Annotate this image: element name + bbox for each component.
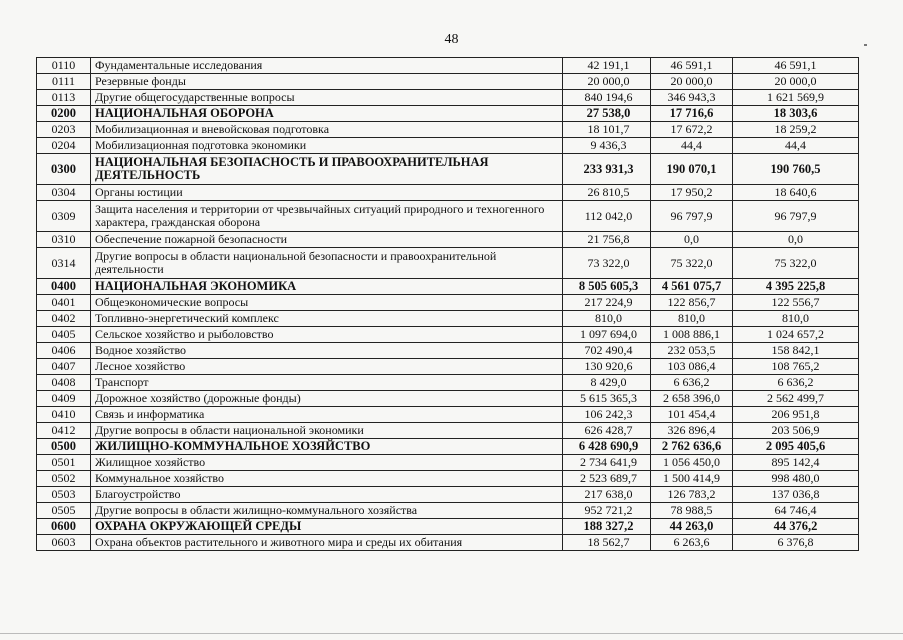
row-value-2-cell: 1 008 886,1 <box>651 327 733 343</box>
row-code-cell: 0407 <box>37 359 91 375</box>
row-value-3-cell: 122 556,7 <box>733 295 859 311</box>
row-value-1-cell: 8 505 605,3 <box>563 279 651 295</box>
table-row <box>37 311 859 327</box>
table-row <box>37 74 859 90</box>
row-code-cell: 0409 <box>37 391 91 407</box>
row-name-cell: Фундаментальные исследования <box>91 58 563 74</box>
row-value-2-cell: 44 263,0 <box>651 519 733 535</box>
row-name-cell: ЖИЛИЩНО-КОММУНАЛЬНОЕ ХОЗЯЙСТВО <box>91 439 563 455</box>
row-value-2-cell: 1 056 450,0 <box>651 455 733 471</box>
budget-table <box>36 57 859 551</box>
row-code-cell: 0408 <box>37 375 91 391</box>
table-row <box>37 455 859 471</box>
row-value-3-cell: 1 024 657,2 <box>733 327 859 343</box>
table-row <box>37 138 859 154</box>
row-name-cell: Защита населения и территории от чрезвычайных ситуаций природного и техногенного характера, гражданская оборона <box>91 201 563 232</box>
row-value-1-cell: 130 920,6 <box>563 359 651 375</box>
row-code-cell: 0505 <box>37 503 91 519</box>
row-value-2-cell: 17 672,2 <box>651 122 733 138</box>
row-value-1-cell: 233 931,3 <box>563 154 651 185</box>
row-value-1-cell: 188 327,2 <box>563 519 651 535</box>
table-row <box>37 232 859 248</box>
row-name-cell: НАЦИОНАЛЬНАЯ ЭКОНОМИКА <box>91 279 563 295</box>
row-value-2-cell: 326 896,4 <box>651 423 733 439</box>
row-value-3-cell: 998 480,0 <box>733 471 859 487</box>
row-name-cell: Благоустройство <box>91 487 563 503</box>
row-value-3-cell: 18 303,6 <box>733 106 859 122</box>
row-value-2-cell: 4 561 075,7 <box>651 279 733 295</box>
row-value-3-cell: 18 640,6 <box>733 185 859 201</box>
row-value-2-cell: 1 500 414,9 <box>651 471 733 487</box>
table-row <box>37 359 859 375</box>
row-code-cell: 0406 <box>37 343 91 359</box>
row-name-cell: Лесное хозяйство <box>91 359 563 375</box>
row-value-2-cell: 810,0 <box>651 311 733 327</box>
row-value-1-cell: 42 191,1 <box>563 58 651 74</box>
row-name-cell: Резервные фонды <box>91 74 563 90</box>
row-value-3-cell: 96 797,9 <box>733 201 859 232</box>
row-name-cell: Связь и информатика <box>91 407 563 423</box>
row-value-2-cell: 2 658 396,0 <box>651 391 733 407</box>
row-code-cell: 0113 <box>37 90 91 106</box>
row-name-cell: Жилищное хозяйство <box>91 455 563 471</box>
row-value-1-cell: 2 523 689,7 <box>563 471 651 487</box>
row-name-cell: Сельское хозяйство и рыболовство <box>91 327 563 343</box>
row-code-cell: 0500 <box>37 439 91 455</box>
row-code-cell: 0111 <box>37 74 91 90</box>
row-name-cell: Топливно-энергетический комплекс <box>91 311 563 327</box>
row-code-cell: 0503 <box>37 487 91 503</box>
row-value-2-cell: 6 263,6 <box>651 535 733 551</box>
row-value-2-cell: 44,4 <box>651 138 733 154</box>
row-code-cell: 0402 <box>37 311 91 327</box>
row-name-cell: Обеспечение пожарной безопасности <box>91 232 563 248</box>
row-value-1-cell: 5 615 365,3 <box>563 391 651 407</box>
row-code-cell: 0110 <box>37 58 91 74</box>
row-value-1-cell: 2 734 641,9 <box>563 455 651 471</box>
row-value-3-cell: 1 621 569,9 <box>733 90 859 106</box>
row-value-2-cell: 6 636,2 <box>651 375 733 391</box>
row-value-3-cell: 6 636,2 <box>733 375 859 391</box>
row-value-1-cell: 626 428,7 <box>563 423 651 439</box>
row-name-cell: Водное хозяйство <box>91 343 563 359</box>
row-name-cell: НАЦИОНАЛЬНАЯ ОБОРОНА <box>91 106 563 122</box>
row-name-cell: Органы юстиции <box>91 185 563 201</box>
row-value-1-cell: 27 538,0 <box>563 106 651 122</box>
row-name-cell: Мобилизационная и вневойсковая подготовка <box>91 122 563 138</box>
table-row <box>37 90 859 106</box>
row-value-1-cell: 810,0 <box>563 311 651 327</box>
row-code-cell: 0300 <box>37 154 91 185</box>
row-value-1-cell: 217 224,9 <box>563 295 651 311</box>
row-value-2-cell: 17 950,2 <box>651 185 733 201</box>
row-name-cell: Коммунальное хозяйство <box>91 471 563 487</box>
row-value-2-cell: 101 454,4 <box>651 407 733 423</box>
table-row <box>37 122 859 138</box>
row-value-2-cell: 75 322,0 <box>651 248 733 279</box>
row-value-2-cell: 20 000,0 <box>651 74 733 90</box>
row-value-3-cell: 158 842,1 <box>733 343 859 359</box>
row-value-1-cell: 217 638,0 <box>563 487 651 503</box>
row-value-3-cell: 44 376,2 <box>733 519 859 535</box>
row-code-cell: 0401 <box>37 295 91 311</box>
row-code-cell: 0410 <box>37 407 91 423</box>
row-name-cell: Общеэкономические вопросы <box>91 295 563 311</box>
row-value-1-cell: 702 490,4 <box>563 343 651 359</box>
row-code-cell: 0204 <box>37 138 91 154</box>
row-value-3-cell: 190 760,5 <box>733 154 859 185</box>
row-code-cell: 0310 <box>37 232 91 248</box>
row-name-cell: Другие вопросы в области жилищно-коммунального хозяйства <box>91 503 563 519</box>
row-value-1-cell: 6 428 690,9 <box>563 439 651 455</box>
row-value-2-cell: 96 797,9 <box>651 201 733 232</box>
table-row <box>37 58 859 74</box>
row-value-3-cell: 46 591,1 <box>733 58 859 74</box>
row-code-cell: 0200 <box>37 106 91 122</box>
row-code-cell: 0405 <box>37 327 91 343</box>
table-row <box>37 391 859 407</box>
section-row <box>37 279 859 295</box>
row-value-2-cell: 126 783,2 <box>651 487 733 503</box>
row-value-2-cell: 17 716,6 <box>651 106 733 122</box>
row-value-1-cell: 18 562,7 <box>563 535 651 551</box>
row-name-cell: Охрана объектов растительного и животного мира и среды их обитания <box>91 535 563 551</box>
table-row <box>37 487 859 503</box>
row-value-1-cell: 952 721,2 <box>563 503 651 519</box>
row-value-1-cell: 9 436,3 <box>563 138 651 154</box>
row-code-cell: 0501 <box>37 455 91 471</box>
row-value-2-cell: 2 762 636,6 <box>651 439 733 455</box>
section-row <box>37 519 859 535</box>
page-bottom-rule <box>0 633 903 634</box>
row-code-cell: 0600 <box>37 519 91 535</box>
scan-speck <box>864 44 867 46</box>
section-row <box>37 106 859 122</box>
row-value-3-cell: 18 259,2 <box>733 122 859 138</box>
row-value-3-cell: 203 506,9 <box>733 423 859 439</box>
row-value-2-cell: 232 053,5 <box>651 343 733 359</box>
table-row <box>37 327 859 343</box>
row-name-cell: Транспорт <box>91 375 563 391</box>
section-row <box>37 154 859 185</box>
table-row <box>37 535 859 551</box>
row-value-2-cell: 78 988,5 <box>651 503 733 519</box>
row-value-2-cell: 346 943,3 <box>651 90 733 106</box>
table-row <box>37 503 859 519</box>
row-code-cell: 0203 <box>37 122 91 138</box>
row-name-cell: Другие общегосударственные вопросы <box>91 90 563 106</box>
row-name-cell: Дорожное хозяйство (дорожные фонды) <box>91 391 563 407</box>
row-code-cell: 0304 <box>37 185 91 201</box>
row-value-2-cell: 122 856,7 <box>651 295 733 311</box>
table-row <box>37 295 859 311</box>
row-value-1-cell: 21 756,8 <box>563 232 651 248</box>
row-name-cell: Мобилизационная подготовка экономики <box>91 138 563 154</box>
table-row <box>37 248 859 279</box>
row-code-cell: 0603 <box>37 535 91 551</box>
row-code-cell: 0502 <box>37 471 91 487</box>
row-value-2-cell: 190 070,1 <box>651 154 733 185</box>
budget-table-body <box>37 58 859 551</box>
row-code-cell: 0412 <box>37 423 91 439</box>
table-row <box>37 471 859 487</box>
table-row <box>37 343 859 359</box>
row-name-cell: ОХРАНА ОКРУЖАЮЩЕЙ СРЕДЫ <box>91 519 563 535</box>
row-name-cell: Другие вопросы в области национальной безопасности и правоохранительной деятельности <box>91 248 563 279</box>
row-name-cell: Другие вопросы в области национальной экономики <box>91 423 563 439</box>
row-value-1-cell: 73 322,0 <box>563 248 651 279</box>
row-value-1-cell: 840 194,6 <box>563 90 651 106</box>
row-value-2-cell: 103 086,4 <box>651 359 733 375</box>
row-value-3-cell: 64 746,4 <box>733 503 859 519</box>
table-row <box>37 407 859 423</box>
table-row <box>37 423 859 439</box>
table-row <box>37 201 859 232</box>
row-value-3-cell: 2 095 405,6 <box>733 439 859 455</box>
row-value-1-cell: 106 242,3 <box>563 407 651 423</box>
row-value-3-cell: 206 951,8 <box>733 407 859 423</box>
table-row <box>37 375 859 391</box>
row-value-1-cell: 8 429,0 <box>563 375 651 391</box>
row-value-1-cell: 26 810,5 <box>563 185 651 201</box>
row-value-3-cell: 810,0 <box>733 311 859 327</box>
row-value-3-cell: 4 395 225,8 <box>733 279 859 295</box>
row-value-1-cell: 18 101,7 <box>563 122 651 138</box>
row-value-3-cell: 44,4 <box>733 138 859 154</box>
row-value-3-cell: 75 322,0 <box>733 248 859 279</box>
row-value-1-cell: 112 042,0 <box>563 201 651 232</box>
row-value-3-cell: 6 376,8 <box>733 535 859 551</box>
row-code-cell: 0400 <box>37 279 91 295</box>
row-value-1-cell: 1 097 694,0 <box>563 327 651 343</box>
row-value-3-cell: 0,0 <box>733 232 859 248</box>
row-code-cell: 0309 <box>37 201 91 232</box>
row-code-cell: 0314 <box>37 248 91 279</box>
row-value-3-cell: 2 562 499,7 <box>733 391 859 407</box>
row-value-3-cell: 20 000,0 <box>733 74 859 90</box>
row-value-1-cell: 20 000,0 <box>563 74 651 90</box>
table-row <box>37 185 859 201</box>
row-name-cell: НАЦИОНАЛЬНАЯ БЕЗОПАСНОСТЬ И ПРАВООХРАНИТЕЛЬНАЯ ДЕЯТЕЛЬНОСТЬ <box>91 154 563 185</box>
row-value-2-cell: 46 591,1 <box>651 58 733 74</box>
row-value-3-cell: 108 765,2 <box>733 359 859 375</box>
row-value-3-cell: 895 142,4 <box>733 455 859 471</box>
row-value-2-cell: 0,0 <box>651 232 733 248</box>
section-row <box>37 439 859 455</box>
row-value-3-cell: 137 036,8 <box>733 487 859 503</box>
page-number: 48 <box>444 32 459 47</box>
